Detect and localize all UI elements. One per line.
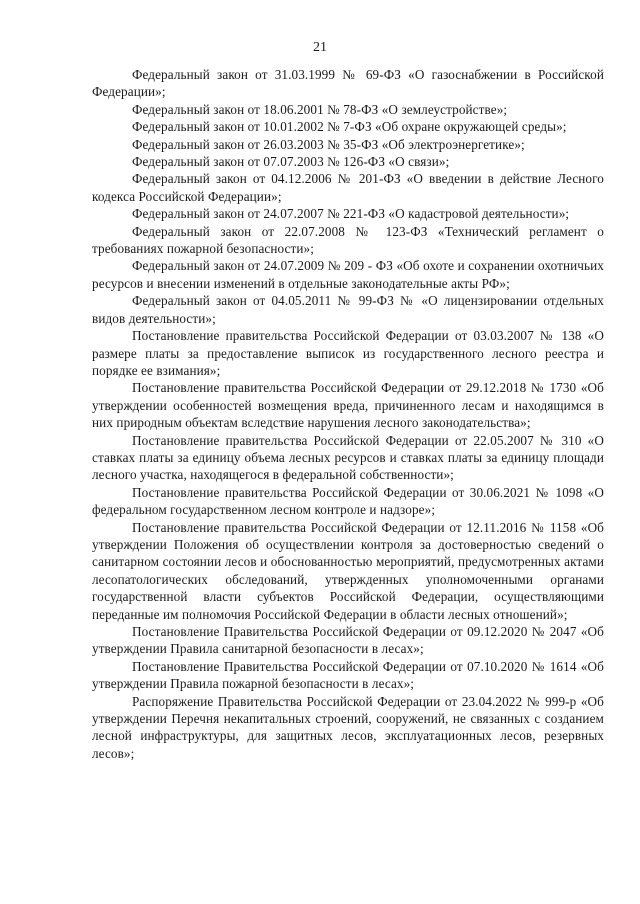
legal-acts-list — [92, 66, 604, 762]
list-item: Постановление правительства Российской Федерации от 03.03.2007 № 138 «О размере платы за предоставление выписок из государственного лесного реестра и порядке ее взимания»; — [92, 328, 604, 378]
list-item: Федеральный закон от 07.07.2003 № 126-ФЗ «О связи»; — [132, 154, 450, 170]
list-item: Федеральный закон от 24.07.2009 № 209 - ФЗ «Об охоте и сохранении охотничьих ресурсов и внесении изменений в отдельные законодательные акты РФ»; — [92, 258, 604, 291]
list-item: Постановление Правительства Российской Федерации от 07.10.2020 № 1614 «Об утверждении Правила пожарной безопасности в лесах»; — [92, 658, 604, 692]
list-item: Федеральный закон от 24.07.2007 № 221-ФЗ «О кадастровой деятельности»; — [132, 206, 570, 222]
list-item: Постановление правительства Российской Федерации от 12.11.2016 № 1158 «Об утверждении Положения об осуществлении контроля за достоверностью сведений о санитарном состоянии лесов и обоснованностью мероприятий, предусмотренных актами лесопатологических обследований, утвержденных уполномоченными органами государственной власти субъектов Российской Федерации, осуществляющими переданные им полномочия Российской Федерации в области лесных отношений»; — [92, 519, 604, 622]
list-item: Федеральный закон от 22.07.2008 № 123-ФЗ «Технический регламент о требованиях пожарной безопасности»; — [92, 223, 604, 257]
list-item: Распоряжение Правительства Российской Федерации от 23.04.2022 № 999-р «Об утверждении Перечня некапитальных строений, сооружений, не связанных с созданием лесной инфраструктуры, для защитных лесов, эксплуатационных лесов, резервных лесов»; — [92, 693, 604, 761]
list-item: Федеральный закон от 31.03.1999 № 69-ФЗ «О газоснабжении в Российской Федерации»; — [92, 67, 604, 100]
list-item: Постановление правительства Российской Федерации от 29.12.2018 № 1730 «Об утверждении особенностей возмещения вреда, причиненного лесам и находящимся в них природным объектам вследствие нарушения лесного законодательства»; — [92, 380, 604, 431]
list-item: Постановление правительства Российской Федерации от 30.06.2021 № 1098 «О федеральном государственном лесном контроле и надзоре»; — [92, 484, 604, 518]
list-item: Федеральный закон от 10.01.2002 № 7-ФЗ «Об охране окружающей среды»; — [132, 119, 567, 135]
list-item: Федеральный закон от 18.06.2001 № 78-ФЗ «О землеустройстве»; — [132, 101, 508, 117]
list-item: Постановление Правительства Российской Федерации от 09.12.2020 № 2047 «Об утверждении Правила санитарной безопасности в лесах»; — [92, 624, 604, 657]
list-item: Федеральный закон от 26.03.2003 № 35-ФЗ «Об электроэнергетике»; — [132, 136, 525, 152]
page-number: 21 — [313, 40, 327, 55]
list-item: Постановление правительства Российской Федерации от 22.05.2007 № 310 «О ставках платы за единицу объема лесных ресурсов и ставках платы за единицу площади лесного участка, находящегося в федеральной собственности»; — [92, 432, 604, 483]
list-item: Федеральный закон от 04.05.2011 № 99-ФЗ № «О лицензировании отдельных видов деятельности»; — [92, 293, 604, 326]
list-item: Федеральный закон от 04.12.2006 № 201-ФЗ «О введении в действие Лесного кодекса Российской Федерации»; — [92, 171, 604, 204]
